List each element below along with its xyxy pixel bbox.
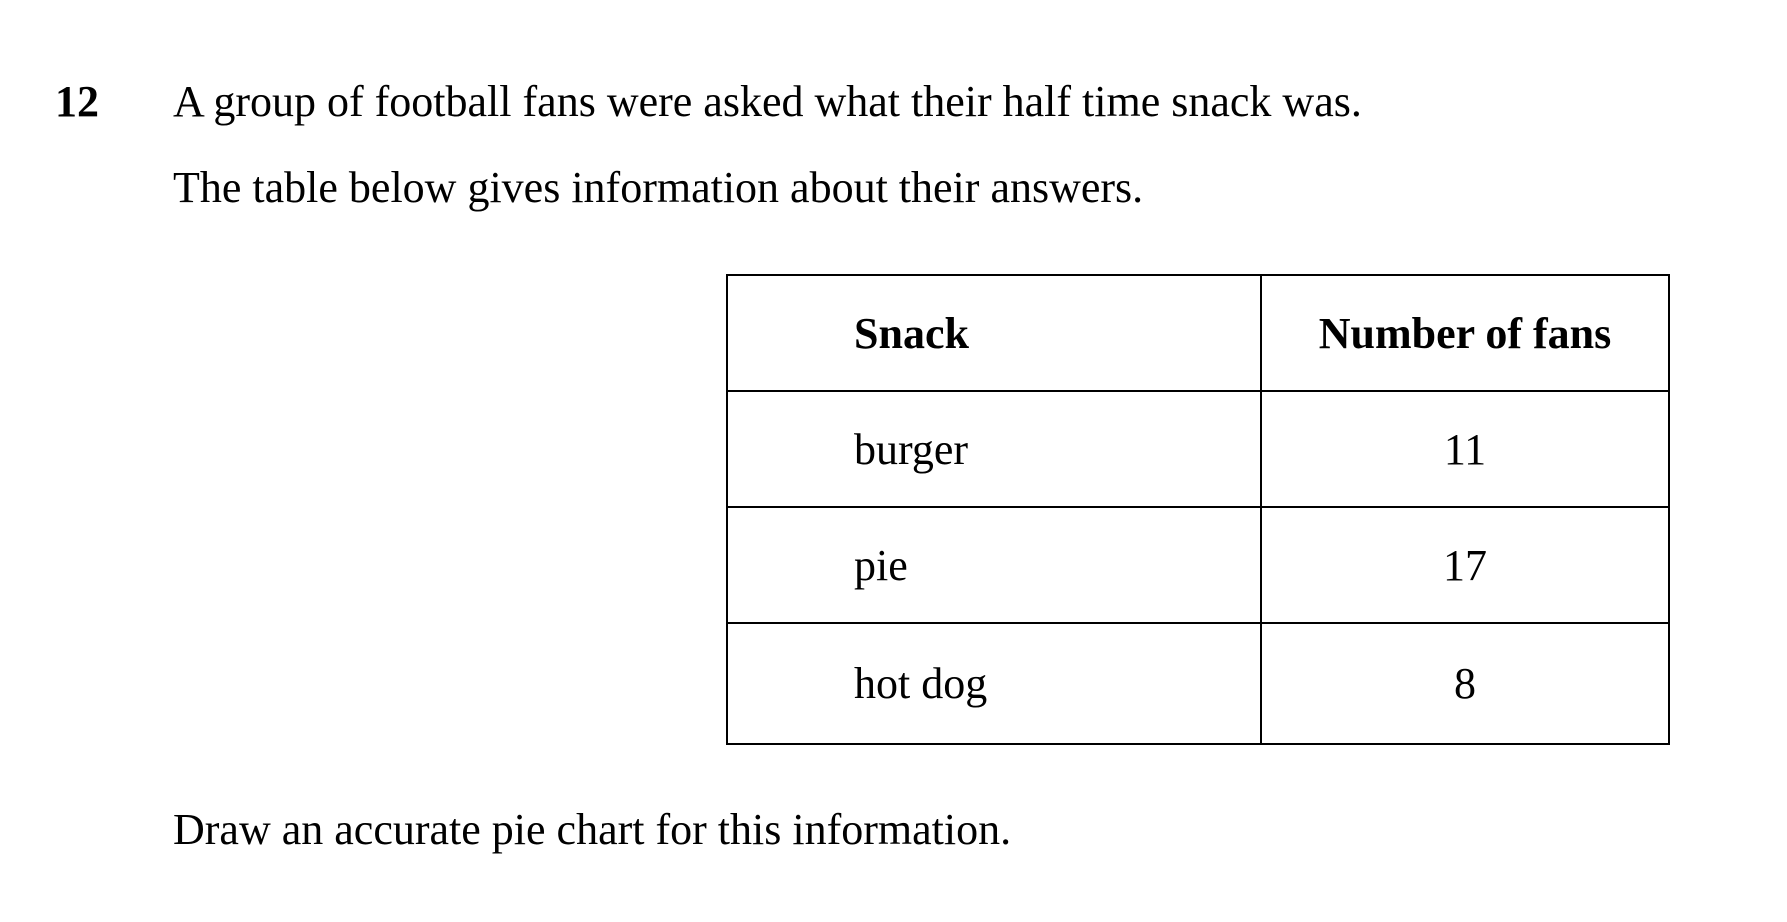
question-number: 12: [55, 77, 99, 126]
header-number-of-fans: Number of fans: [1261, 275, 1669, 391]
table-row: [727, 623, 1669, 744]
table-header-row: [727, 275, 1669, 391]
table-row: [727, 507, 1669, 623]
snack-cell: pie: [727, 507, 1261, 623]
fans-cell: 17: [1261, 507, 1669, 623]
question-instruction: Draw an accurate pie chart for this information.: [173, 805, 1012, 854]
question-intro-line-2: The table below gives information about their answers.: [173, 163, 1144, 212]
table-row: [727, 391, 1669, 507]
header-snack: Snack: [727, 275, 1261, 391]
snack-table: [726, 274, 1670, 745]
fans-cell: 8: [1261, 623, 1669, 744]
snack-cell: burger: [727, 391, 1261, 507]
fans-cell: 11: [1261, 391, 1669, 507]
question-intro-line-1: A group of football fans were asked what their half time snack was.: [173, 77, 1362, 126]
snack-cell: hot dog: [727, 623, 1261, 744]
